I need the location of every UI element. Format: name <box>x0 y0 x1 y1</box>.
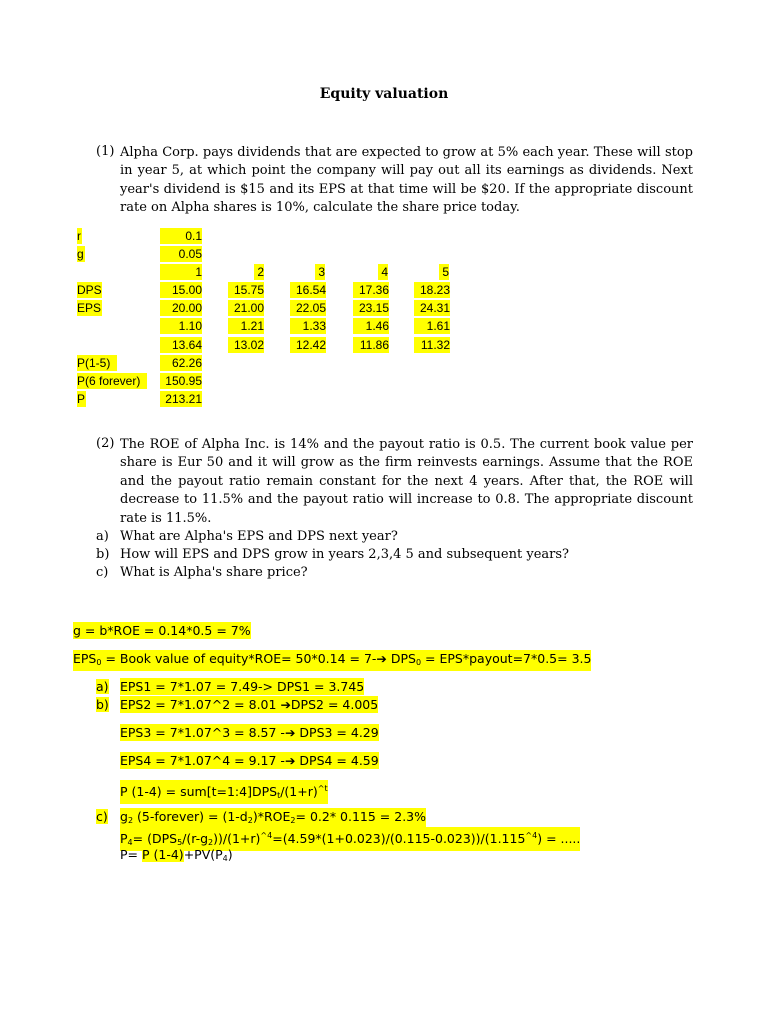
dps-label: DPS <box>77 283 102 297</box>
eps-cell: 23.15 <box>353 300 389 316</box>
g2-formula: $g_2$ (5-forever) = $(1-d_2)*ROE_2= 0.2*$ 0.115 = 2.3% <box>120 808 426 829</box>
question-letter: b) <box>96 547 110 562</box>
question-text: What is Alpha's share price? <box>120 565 308 580</box>
question-letter: c) <box>96 565 109 580</box>
p6-value: 150.95 <box>160 373 202 389</box>
p14-formula: P $(1-4) = sum[t=1:4]DPS_t/(1+r)^{\^{}t}$ <box>120 780 328 804</box>
dps-cell: 17.36 <box>353 282 389 298</box>
p-value: 213.21 <box>160 391 202 407</box>
arrow-icon: ➔ <box>376 651 387 666</box>
g-label: g <box>77 247 84 261</box>
dps-cell: 18.23 <box>414 282 450 298</box>
pv-cell: 13.02 <box>228 337 264 353</box>
discount-cell: 1.33 <box>290 318 326 334</box>
pv-cell: 12.42 <box>290 337 326 353</box>
r-value: 0.1 <box>160 228 202 244</box>
eps-cell: 22.05 <box>290 300 326 316</box>
question-text: What are Alpha's EPS and DPS next year? <box>120 529 398 544</box>
year-cell: 2 <box>254 264 264 280</box>
pv-cell: 11.32 <box>414 337 450 353</box>
p15-value: 62.26 <box>160 355 202 371</box>
dps-cell: 15.75 <box>228 282 264 298</box>
eps-label: EPS <box>77 301 102 315</box>
eps1-formula: EPS1 = 7*1.07 = 7.49-> DPS1 = 3.745 <box>120 679 365 694</box>
eps0-formula: $EPS_0$ = Book value of equity*ROE= 50*0.14 = 7-➔ $DPS_0$ = EPS*payout=7*0.5= 3.5 <box>73 650 591 671</box>
eps-cell: 21.00 <box>228 300 264 316</box>
answer-letter: c) <box>96 809 108 824</box>
year-cell: 1 <box>160 264 202 280</box>
question-letter: a) <box>96 529 109 544</box>
arrow-icon: ➔ <box>284 725 296 740</box>
pv-cell: 11.86 <box>353 337 389 353</box>
r-label: r <box>77 229 81 243</box>
final-price-formula: P= P $(1-4)+PV(P_4)$ <box>120 847 233 863</box>
problem-2-number: (2) <box>96 436 115 451</box>
g-value: 0.05 <box>160 246 202 262</box>
eps4-formula: EPS4 = 7*1.07^4 = 9.17 -➔ DPS4 = 4.59 <box>120 753 379 768</box>
p-label: P <box>77 392 86 406</box>
eps3-formula: EPS3 = 7*1.07^3 = 8.57 -➔ DPS3 = 4.29 <box>120 725 379 740</box>
p4-formula: $P_4= (DPS_5/(r-g_2))/(1+r)^{\^{}4}=(4.59*(1+0.023)/(0.115-0.023))/(1.115^{\^{}4})$ = ..... <box>120 827 580 851</box>
p15-label: P(1-5) <box>77 355 117 371</box>
answer-letter: b) <box>96 697 109 712</box>
problem-1-text: Alpha Corp. pays dividends that are expected to grow at 5% each year. These will stop in year 5, at which point the company will pay out all its earnings as dividends. Next year's dividend is $15 and its EPS at that time will be $20. If the appropriate discount rate on Alpha shares is 10%, calculate the share price today. <box>120 145 693 216</box>
question-text: How will EPS and DPS grow in years 2,3,4 5 and subsequent years? <box>120 547 569 562</box>
eps-cell: 20.00 <box>160 300 202 316</box>
discount-cell: 1.61 <box>414 318 450 334</box>
eps2-formula: EPS2 = 7*1.07^2 = 8.01 ➔DPS2 = 4.005 <box>120 697 379 712</box>
dps-cell: 16.54 <box>290 282 326 298</box>
problem-2-text: The ROE of Alpha Inc. is 14% and the payout ratio is 0.5. The current book value per share is Eur 50 and it will grow as the firm reinvests earnings. Assume that the ROE and the payout ratio remain constant for the next 4 years. After that, the ROE will decrease to 11.5% and the payout ratio will increase to 0.8. The appropriate discount rate is 11.5%. <box>120 437 693 526</box>
discount-cell: 1.10 <box>160 318 202 334</box>
p6-label: P(6 forever) <box>77 373 147 389</box>
eps-cell: 24.31 <box>414 300 450 316</box>
year-cell: 5 <box>439 264 449 280</box>
answer-letter: a) <box>96 679 109 694</box>
dps-cell: 15.00 <box>160 282 202 298</box>
arrow-icon: ➔ <box>284 753 296 768</box>
discount-cell: 1.46 <box>353 318 389 334</box>
arrow-icon: ➔ <box>280 697 291 712</box>
page-title: Equity valuation <box>319 86 449 102</box>
year-cell: 4 <box>378 264 388 280</box>
discount-cell: 1.21 <box>228 318 264 334</box>
problem-1-number: (1) <box>96 144 115 159</box>
year-cell: 3 <box>315 264 325 280</box>
pv-cell: 13.64 <box>160 337 202 353</box>
growth-formula: g = b*ROE = 0.14*0.5 = 7% <box>73 623 251 638</box>
